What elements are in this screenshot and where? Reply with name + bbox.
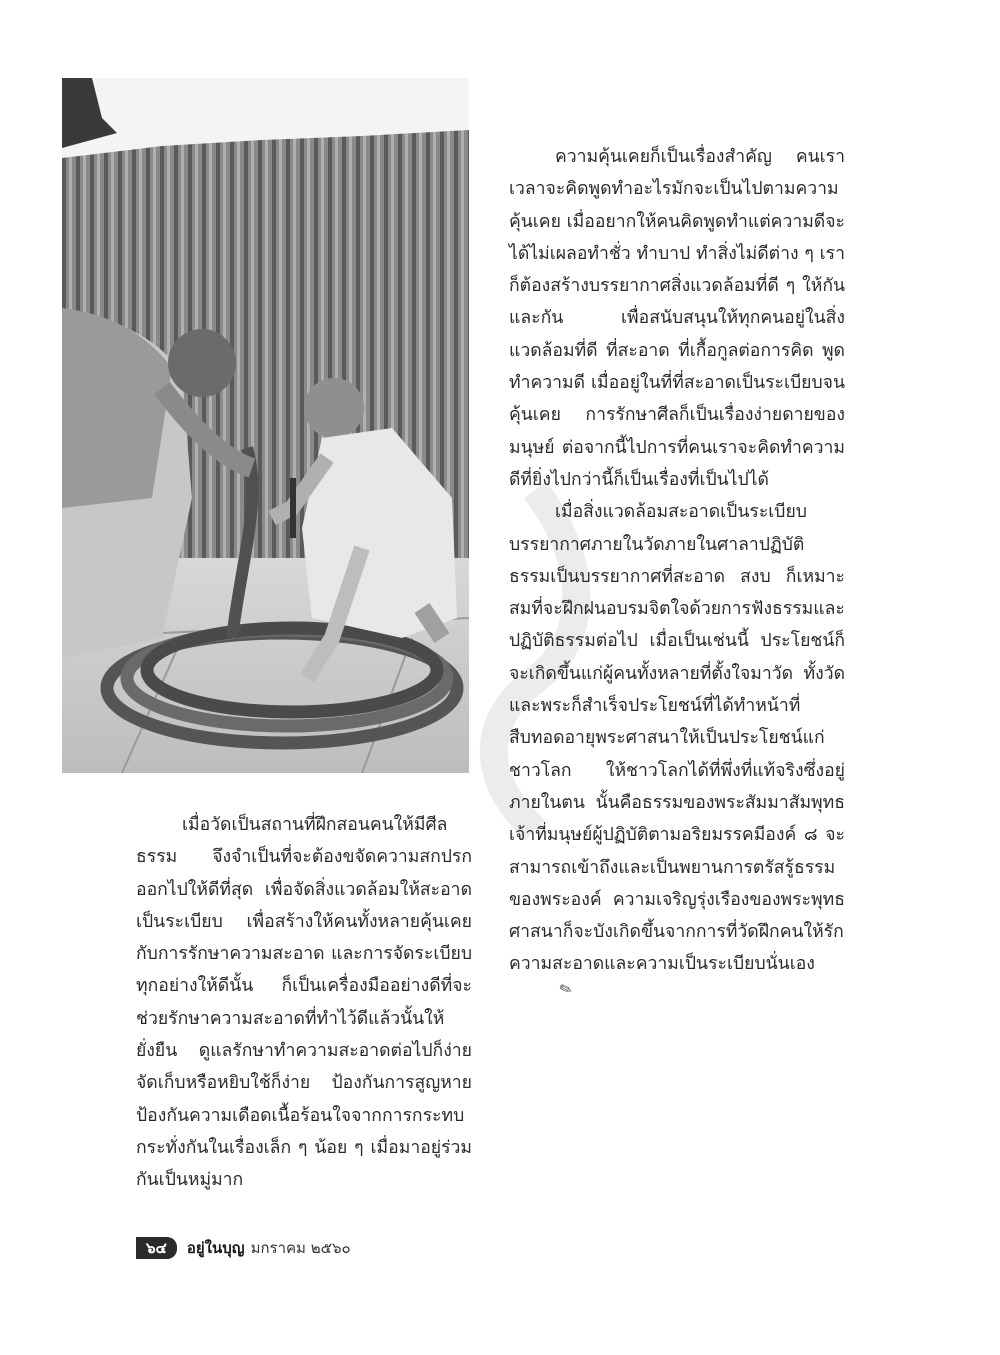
paragraph: [509, 496, 845, 1013]
page-footer: [136, 1237, 351, 1259]
issue-date: มกราคม ๒๕๖๐: [250, 1239, 351, 1257]
article-photo: [62, 78, 469, 773]
article-column-left: [136, 809, 472, 1197]
paragraph-text: เมื่อสิ่งแวดล้อมสะอาดเป็นระเบียบบรรยากาศภายในวัดภายในศาลาปฏิบัติธรรมเป็นบรรยากาศที่สะอาด สงบ ก็เหมาะสมที่จะฝึกฝนอบรมจิตใจด้วยการฟังธรรมและปฏิบัติธรรมต่อไป เมื่อเป็นเช่นนี้ ประโยชน์ก็จะเกิดขึ้นแก่ผู้คนทั้งหลายที่ตั้งใจมาวัด ทั้งวัดและพระก็สำเร็จประโยชน์ที่ได้ทำหน้าที่สืบทอดอายุพระศาสนาให้เป็นประโยชน์แก่ชาวโลก ให้ชาวโลกได้ที่พึ่งที่แท้จริงซึ่งอยู่ภายในตน นั้นคือธรรมของพระสัมมาสัมพุทธเจ้าที่มนุษย์ผู้ปฏิบัติตามอริยมรรคมีองค์ ๘ จะสามารถเข้าถึงและเป็นพยานการตรัสรู้ธรรมของพระองค์ ความเจริญรุ่งเรืองของพระพุทธศาสนาก็จะบังเกิดขึ้นจากการที่วัดฝึกคนให้รักความสะอาดและความเป็นระเบียบนั่นเอง: [509, 502, 845, 975]
page-number: ๖๔: [136, 1237, 177, 1259]
paragraph: ความคุ้นเคยก็เป็นเรื่องสำคัญ คนเราเวลาจะคิดพูดทำอะไรมักจะเป็นไปตามความคุ้นเคย เมื่ออยากให้คนคิดพูดทำแต่ความดีจะได้ไม่เผลอทำชั่ว ทำบาป ทำสิ่งไม่ดีต่าง ๆ เราก็ต้องสร้างบรรยากาศสิ่งแวดล้อมที่ดี ๆ ให้กันและกัน เพื่อสนับสนุนให้ทุกคนอยู่ในสิ่งแวดล้อมที่ดี ที่สะอาด ที่เกื้อกูลต่อการคิด พูด ทำความดี เมื่ออยู่ในที่ที่สะอาดเป็นระเบียบจนคุ้นเคย การรักษาศีลก็เป็นเรื่องง่ายดายของมนุษย์ ต่อจากนี้ไปการที่คนเราจะคิดทำความดีที่ยิ่งไปกว่านี้ก็เป็นเรื่องที่เป็นไปได้: [509, 147, 845, 490]
article-column-right: [509, 141, 845, 1013]
magazine-name: อยู่ในบุญ: [186, 1239, 245, 1257]
leaf-end-mark-icon: ✎: [556, 978, 575, 1000]
paragraph: เมื่อวัดเป็นสถานที่ฝึกสอนคนให้มีศีลธรรม จึงจำเป็นที่จะต้องขจัดความสกปรกออกไปให้ดีที่สุด เพื่อจัดสิ่งแวดล้อมให้สะอาดเป็นระเบียบ เพื่อสร้างให้คนทั้งหลายคุ้นเคยกับการรักษาความสะอาด และการจัดระเบียบทุกอย่างให้ดีนั้น ก็เป็นเครื่องมืออย่างดีที่จะช่วยรักษาความสะอาดที่ทำไว้ดีแล้วนั้นให้ยั่งยืน ดูแลรักษาทำความสะอาดต่อไปก็ง่าย จัดเก็บหรือหยิบใช้ก็ง่าย ป้องกันการสูญหาย ป้องกันความเดือดเนื้อร้อนใจจากการกระทบกระทั่งกันในเรื่องเล็ก ๆ น้อย ๆ เมื่อมาอยู่ร่วมกันเป็นหมู่มาก: [136, 815, 472, 1191]
